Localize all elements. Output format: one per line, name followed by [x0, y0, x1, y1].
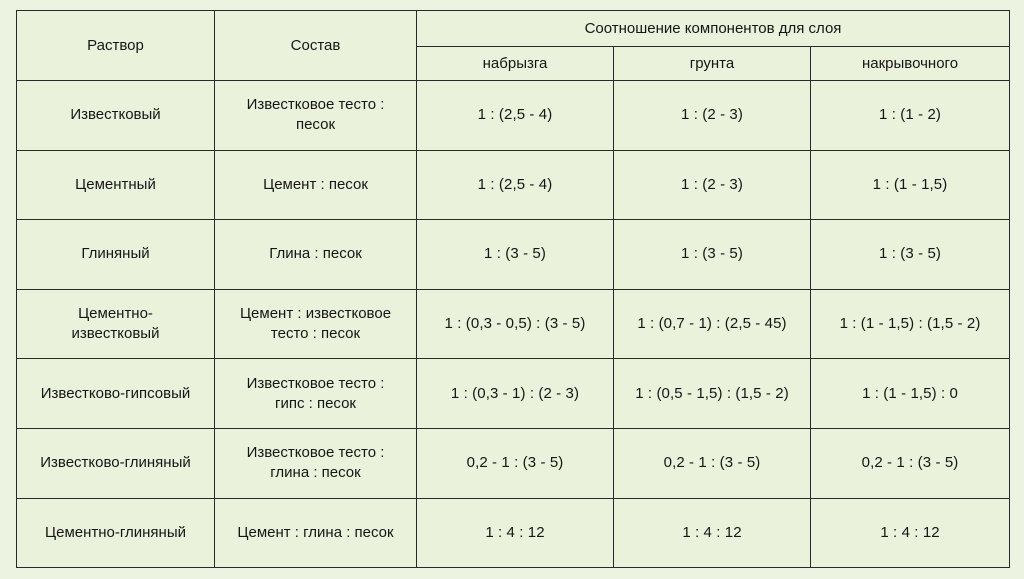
- composition-line: тесто : песок: [270, 325, 361, 343]
- composition-line: Известковое тесто :: [246, 444, 385, 462]
- table-row: [17, 428, 1010, 498]
- cell-ratio-primer: 0,2 - 1 : (3 - 5): [614, 428, 811, 498]
- cell-composition: [215, 220, 417, 290]
- cell-ratio-finish: 1 : (1 - 1,5): [811, 150, 1010, 220]
- table-row: [17, 498, 1010, 568]
- table-row: [17, 359, 1010, 429]
- cell-ratio-spray: 1 : (0,3 - 0,5) : (3 - 5): [417, 289, 614, 359]
- header-layer-primer: грунта: [614, 47, 811, 81]
- header-layer-spray: набрызга: [417, 47, 614, 81]
- cell-solution: [17, 289, 215, 359]
- table-row: [17, 81, 1010, 151]
- cell-ratio-spray: 0,2 - 1 : (3 - 5): [417, 428, 614, 498]
- cell-ratio-spray: 1 : (3 - 5): [417, 220, 614, 290]
- header-ratio-group: Соотношение компонентов для слоя: [417, 11, 1010, 47]
- header-composition: Состав: [215, 11, 417, 81]
- composition-line: Цемент : песок: [263, 175, 368, 193]
- cell-ratio-finish: 1 : (1 - 1,5) : (1,5 - 2): [811, 289, 1010, 359]
- cell-solution: Известково-гипсовый: [17, 359, 215, 429]
- cell-ratio-finish: 1 : (3 - 5): [811, 220, 1010, 290]
- cell-composition: [215, 359, 417, 429]
- table-header-row: [17, 11, 1010, 47]
- cell-ratio-finish: 1 : 4 : 12: [811, 498, 1010, 568]
- composition-line: гипс : песок: [274, 394, 356, 412]
- cell-composition: [215, 289, 417, 359]
- table-row: [17, 289, 1010, 359]
- cell-solution: Цементно-глиняный: [17, 498, 215, 568]
- cell-ratio-primer: 1 : (0,5 - 1,5) : (1,5 - 2): [614, 359, 811, 429]
- table-row: [17, 220, 1010, 290]
- cell-ratio-primer: 1 : (0,7 - 1) : (2,5 - 45): [614, 289, 811, 359]
- cell-ratio-primer: 1 : (2 - 3): [614, 81, 811, 151]
- cell-ratio-spray: 1 : (0,3 - 1) : (2 - 3): [417, 359, 614, 429]
- header-layer-finish: накрывочного: [811, 47, 1010, 81]
- cell-ratio-spray: 1 : 4 : 12: [417, 498, 614, 568]
- composition-line: Цемент : известковое: [239, 305, 392, 323]
- cell-solution: Известково-глиняный: [17, 428, 215, 498]
- cell-ratio-primer: 1 : 4 : 12: [614, 498, 811, 568]
- cell-solution: Известковый: [17, 81, 215, 151]
- cell-solution: Глиняный: [17, 220, 215, 290]
- header-solution: Раствор: [17, 11, 215, 81]
- composition-line: Известковое тесто :: [246, 374, 385, 392]
- cell-ratio-finish: 1 : (1 - 1,5) : 0: [811, 359, 1010, 429]
- composition-line: Известковое тесто :: [246, 96, 385, 114]
- table-row: [17, 150, 1010, 220]
- cell-ratio-spray: 1 : (2,5 - 4): [417, 81, 614, 151]
- solution-line: известковый: [71, 325, 160, 343]
- cell-composition: [215, 428, 417, 498]
- mortar-ratio-table: [16, 10, 1010, 568]
- composition-line: песок: [295, 116, 336, 134]
- cell-ratio-finish: 0,2 - 1 : (3 - 5): [811, 428, 1010, 498]
- cell-ratio-spray: 1 : (2,5 - 4): [417, 150, 614, 220]
- composition-line: Глина : песок: [269, 245, 362, 263]
- cell-ratio-finish: 1 : (1 - 2): [811, 81, 1010, 151]
- cell-composition: [215, 150, 417, 220]
- cell-composition: [215, 498, 417, 568]
- solution-line: Цементно-: [78, 305, 153, 323]
- cell-ratio-primer: 1 : (3 - 5): [614, 220, 811, 290]
- cell-solution: Цементный: [17, 150, 215, 220]
- cell-composition: [215, 81, 417, 151]
- composition-line: глина : песок: [270, 464, 361, 482]
- composition-line: Цемент : глина : песок: [237, 523, 394, 541]
- cell-ratio-primer: 1 : (2 - 3): [614, 150, 811, 220]
